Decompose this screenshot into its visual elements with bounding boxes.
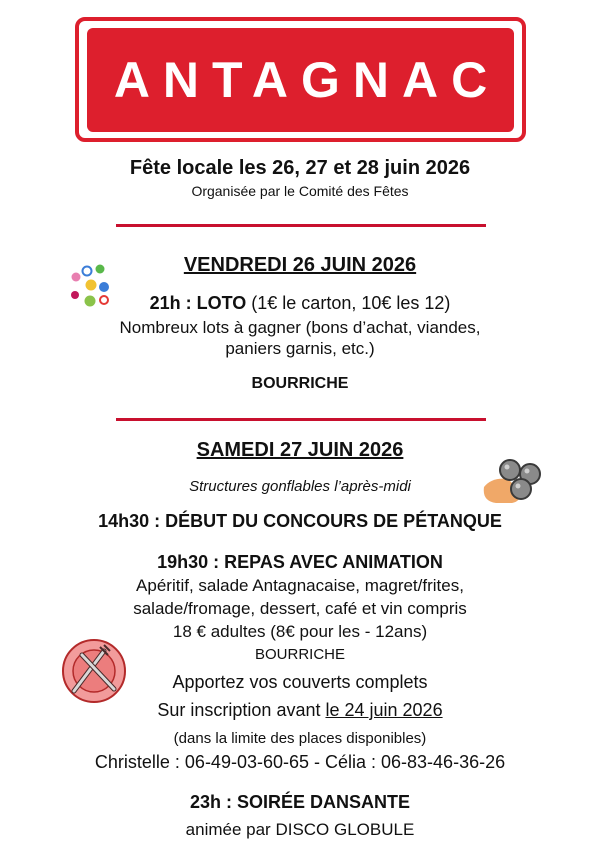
dance-description: animée par DISCO GLOBULE [185, 820, 415, 839]
title-banner [87, 28, 514, 132]
friday-bourriche: BOURRICHE [251, 375, 349, 392]
menu-line-2: salade/fromage, dessert, café et vin compris [133, 599, 467, 618]
signup-line [0, 700, 600, 721]
friday-heading: VENDREDI 26 JUIN 2026 [183, 254, 417, 276]
loto-line [0, 293, 600, 314]
signup-date: le 24 juin 2026 [325, 700, 443, 720]
signup-prefix: Sur inscription avant [157, 700, 326, 720]
organizer-line: Organisée par le Comité des Fêtes [191, 183, 409, 199]
petanque-line: 14h30 : DÉBUT DU CONCOURS DE PÉTANQUE [98, 511, 502, 531]
loto-prices: (1€ le carton, 10€ les 12) [246, 293, 451, 313]
lots-line-2: paniers garnis, etc.) [225, 339, 375, 358]
price-line: 18 € adultes (8€ pour les - 12ans) [172, 622, 428, 641]
town-title: ANTAGNAC [113, 52, 501, 108]
divider-middle [116, 418, 486, 421]
plate-cutlery-icon [60, 637, 128, 705]
cutlery-line: Apportez vos couverts complets [172, 672, 428, 692]
saturday-bourriche: BOURRICHE [254, 646, 345, 663]
meal-title: 19h30 : REPAS AVEC ANIMATION [157, 552, 443, 572]
inflatables-line: Structures gonflables l’après-midi [189, 478, 411, 495]
dance-title: 23h : SOIRÉE DANSANTE [189, 792, 411, 812]
contacts-line: Christelle : 06-49-03-60-65 - Célia : 06-83-46-36-26 [94, 752, 506, 772]
divider-top [116, 224, 486, 227]
event-headline: Fête locale les 26, 27 et 28 juin 2026 [129, 157, 471, 179]
lots-line-1: Nombreux lots à gagner (bons d’achat, viandes, [119, 318, 481, 337]
menu-line-1: Apéritif, salade Antagnacaise, magret/frites, [136, 576, 464, 595]
limit-line: (dans la limite des places disponibles) [173, 730, 427, 747]
saturday-heading: SAMEDI 27 JUIN 2026 [196, 439, 404, 461]
loto-title: 21h : LOTO [149, 293, 247, 313]
